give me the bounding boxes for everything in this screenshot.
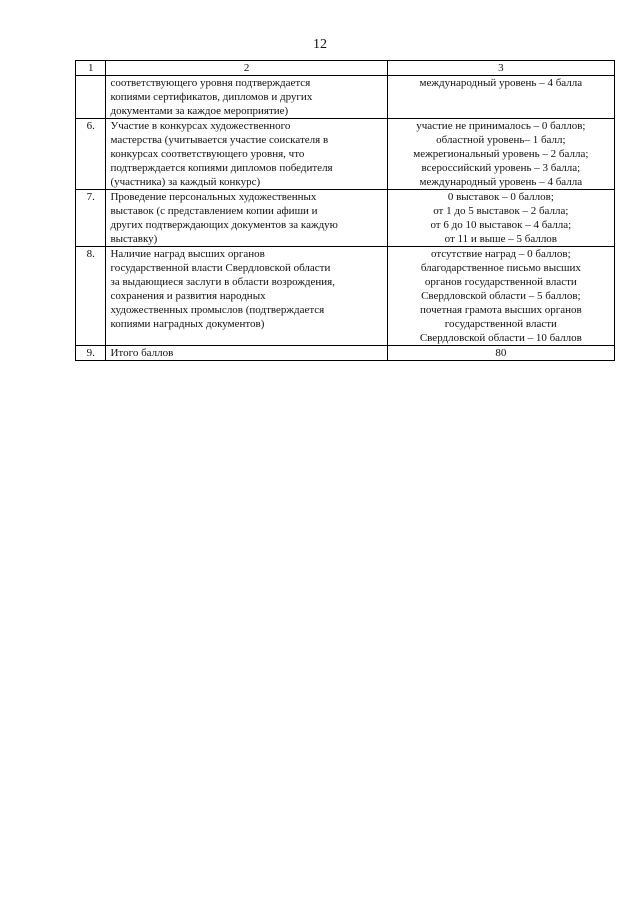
page-number: 12 [313, 37, 327, 52]
points-line: государственной власти [444, 318, 557, 330]
criterion-line: копиями наградных документов) [110, 318, 265, 330]
points-line: 0 выставок – 0 баллов; [447, 191, 554, 203]
row-number: 6. [76, 119, 106, 190]
criterion-cell [106, 346, 387, 361]
points-line: Свердловской области – 5 баллов; [421, 290, 581, 302]
points-line: от 11 и выше – 5 баллов [444, 233, 557, 245]
row-number [76, 76, 106, 119]
criterion-cell [106, 119, 387, 190]
criterion-line: подтверждается копиями дипломов победителя [110, 162, 333, 174]
points-cell [387, 76, 614, 119]
criterion-line: государственной власти Свердловской области [110, 262, 331, 274]
points-cell [387, 346, 614, 361]
points-line: межрегиональный уровень – 2 балла; [413, 148, 589, 160]
header-cell-3: 3 [387, 61, 614, 76]
table-row-total [76, 346, 615, 361]
points-line: от 6 до 10 выставок – 4 балла; [430, 219, 572, 231]
points-line: международный уровень – 4 балла [419, 176, 583, 188]
criterion-line: копиями сертификатов, дипломов и других [110, 91, 313, 103]
row-number: 9. [76, 346, 106, 361]
row-number: 7. [76, 190, 106, 247]
criterion-line: других подтверждающих документов за каждую [110, 219, 338, 231]
points-cell [387, 190, 614, 247]
criterion-line: художественных промыслов (подтверждается [110, 304, 325, 316]
points-line: отсутствие наград – 0 баллов; [430, 248, 571, 260]
criterion-line: Итого баллов [110, 347, 174, 359]
points-line: международный уровень – 4 балла [419, 77, 583, 89]
criterion-cell [106, 76, 387, 119]
criterion-line: документами за каждое мероприятие) [110, 105, 289, 117]
criterion-line: Проведение персональных художественных [110, 191, 317, 203]
criterion-line: мастерства (учитывается участие соискателя в [110, 134, 329, 146]
table-header-row [76, 61, 615, 76]
criterion-line: Наличие наград высших органов [110, 248, 265, 260]
criterion-line: Участие в конкурсах художественного [110, 120, 291, 132]
points-line: от 1 до 5 выставок – 2 балла; [433, 205, 569, 217]
points-line: благодарственное письмо высших [420, 262, 581, 274]
points-line: Свердловской области – 10 баллов [419, 332, 582, 344]
criterion-line: выставок (с представлением копии афиши и [110, 205, 318, 217]
points-cell [387, 247, 614, 346]
table-row [76, 76, 615, 119]
header-cell-1: 1 [76, 61, 106, 76]
points-line: почетная грамота высших органов [419, 304, 582, 316]
criterion-line: (участника) за каждый конкурс) [110, 176, 261, 188]
criterion-line: выставку) [110, 233, 158, 245]
row-number: 8. [76, 247, 106, 346]
criterion-cell [106, 190, 387, 247]
points-line: участие не принималось – 0 баллов; [416, 120, 586, 132]
criterion-line: за выдающиеся заслуги в области возрождения, [110, 276, 335, 288]
points-line: всероссийский уровень – 3 балла; [421, 162, 581, 174]
criterion-line: соответствующего уровня подтверждается [110, 77, 311, 89]
criteria-table [75, 60, 615, 361]
criterion-cell [106, 247, 387, 346]
header-cell-2: 2 [106, 61, 387, 76]
points-line: органов государственной власти [424, 276, 577, 288]
table-row [76, 190, 615, 247]
criterion-line: сохранения и развития народных [110, 290, 266, 302]
table-row [76, 119, 615, 190]
criterion-line: конкурсах соответствующего уровня, что [110, 148, 305, 160]
total-points: 80 [495, 347, 507, 359]
points-cell [387, 119, 614, 190]
table-row [76, 247, 615, 346]
points-line: областной уровень– 1 балл; [436, 134, 566, 146]
